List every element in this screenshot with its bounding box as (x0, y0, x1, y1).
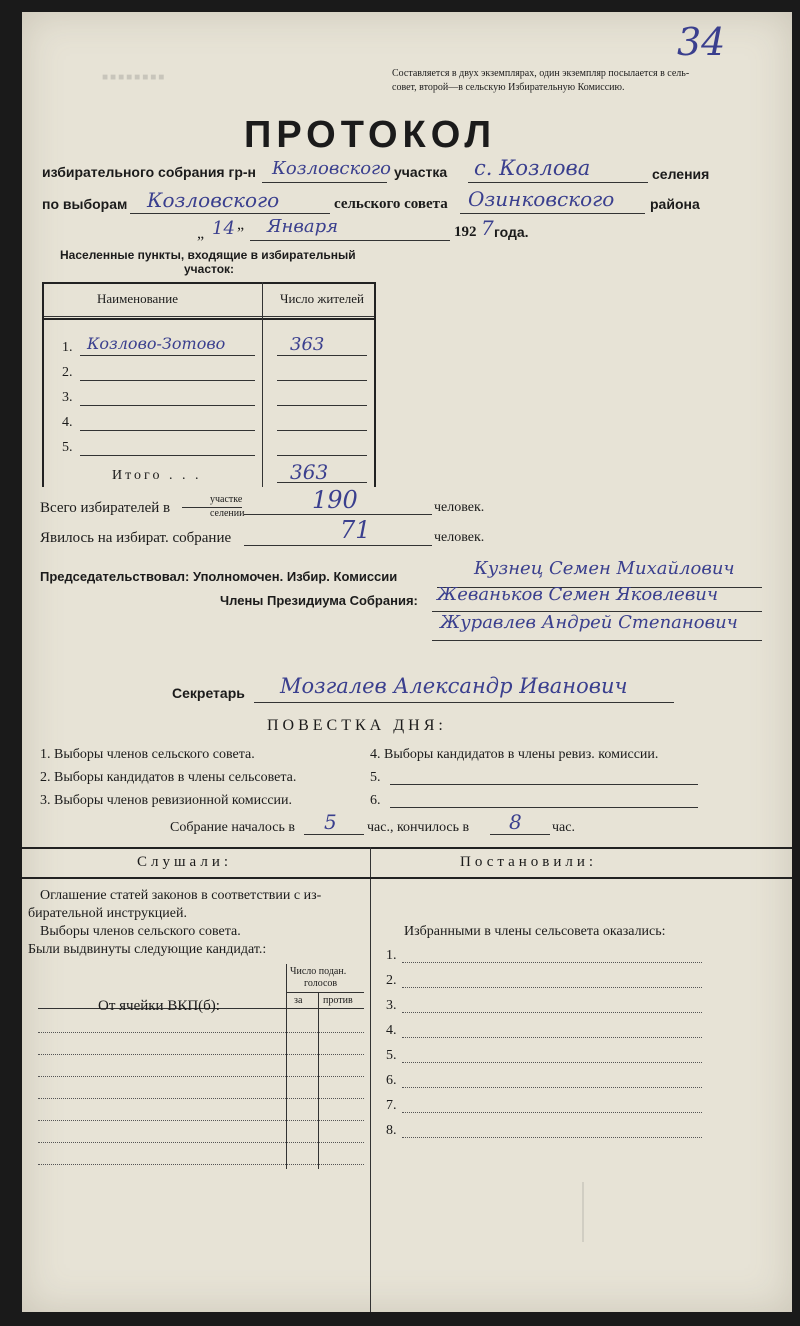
bleed-through-block (582, 1182, 704, 1242)
voters-total-value: 190 (312, 486, 358, 514)
secretary-value: Мозгалев Александр Иванович (280, 674, 628, 698)
voters-total-label: Всего избирателей в (40, 500, 171, 516)
date-month: Января (267, 216, 339, 237)
meeting-end-suffix: час. (552, 820, 575, 835)
heard-text-1: Оглашение статей законов в соответствии с из- (40, 888, 322, 903)
settlement-name: Козлово-Зотово (87, 334, 226, 353)
heard-title: Слушали: (137, 854, 233, 870)
rayon-value: Озинковского (468, 187, 615, 211)
year-digit: 7 (481, 216, 494, 240)
header-note-line1: Составляется в двух экземплярах, один экземпляр посылается в сель- (392, 68, 690, 79)
members-label: Члены Президиума Собрания: (220, 593, 418, 608)
votes-against-header: против (323, 995, 353, 1006)
member-2: Журавлев Андрей Степанович (440, 612, 738, 633)
agenda-item: 1. Выборы членов сельского совета. (40, 747, 255, 762)
district-value: с. Козлова (474, 156, 591, 180)
agenda-item: 4. Выборы кандидатов в члены ревиз. комиссии. (370, 747, 659, 762)
heard-text-4: Были выдвинуты следующие кандидат.: (28, 942, 267, 957)
member-1: Жеваньков Семен Яковлевич (437, 584, 719, 605)
elected-row-number: 6. (386, 1073, 397, 1088)
agenda-item: 5. (370, 770, 381, 785)
protocol-page: 34 ■■■■■■■■ Составляется в двух экземплярах, один экземпляр посылается в сель- совет, второй—в сельскую Избирательную Комиссию. ПРОТОКОЛ избирательного собрания гр-н Козловского участка с. Козлова селения по выборам Козловского сельского совета Озинковского района „ 14 ” Января 192 7 года. Населенные пункты, входящие в избирательный участок: Наименование Число жителей 1. Козлово-Зотово 363 2. 3. 4. 5. Итого . . . 363 Всего избирателей в участке селении 190 человек. Явилось на избират. собрание 71 человек. Председательствовал: Уполномочен. Избир. Комиссии Кузнец Семен Михайлович Члены Президиума Собрания: Жеваньков Семен Яковлевич Журавлев Андрей Степанович Секретарь Мозгалев Александр Иванович ПОВЕСТКА ДНЯ: 1. Выборы членов сельского совета. 2. Выборы кандидатов в члены сельсовета. 3. Выборы членов ревизионной комиссии. 4. Выборы кандидатов в члены ревиз. комиссии. 5. 6. Собрание началось в 5 час., кончилось в 8 час. Слушали: Постановили: Оглашение статей законов в соответствии с из- бирательной инструкцией. Выборы членов сельского совета. Были выдвинуты следующие кандидат.: Число подан. голосов за против От ячейки ВКП(б): Избранными в члены сельсовета оказались: 1. 2. 3. 4. 5. 6. 7. 8. (22, 12, 792, 1312)
intro-line1-mid: участка (394, 164, 448, 180)
heard-text-2: бирательной инструкцией. (28, 906, 187, 921)
header-note-line2: совет, второй—в сельскую Избирательную Комиссию. (392, 82, 625, 93)
votes-header: Число подан. (290, 966, 347, 977)
total-value: 363 (290, 460, 329, 484)
meeting-start-value: 5 (324, 810, 337, 834)
secretary-label: Секретарь (172, 685, 245, 701)
agenda-title: ПОВЕСТКА ДНЯ: (267, 717, 447, 734)
voters-unit-top: участке (210, 494, 243, 505)
voters-unit: человек. (434, 500, 485, 515)
chair-value: Кузнец Семен Михайлович (474, 558, 735, 579)
agenda-item: 3. Выборы членов ревизионной комиссии. (40, 793, 293, 808)
elected-row-number: 2. (386, 973, 397, 988)
elected-row-number: 8. (386, 1123, 397, 1138)
year-prefix: 192 (454, 224, 477, 240)
meeting-end-prefix: час., кончилось в (367, 820, 470, 835)
votes-table (28, 964, 368, 1169)
council-value: Козловского (147, 188, 280, 212)
year-suffix: года. (494, 224, 529, 240)
page-number: 34 (677, 20, 726, 64)
settlements-caption-line1: Населенные пункты, входящие в избирательный (60, 248, 356, 262)
col-residents-header: Число жителей (280, 291, 365, 306)
settlements-caption-line2: участок: (184, 262, 235, 276)
date-day: 14 (212, 218, 235, 239)
intro-line1-prefix: избирательного собрания гр-н (42, 164, 256, 180)
citizens-value: Козловского (272, 158, 391, 179)
page-title: ПРОТОКОЛ (244, 114, 497, 156)
voters-unit-bottom: селении (210, 508, 245, 519)
intro-line1-suffix: селения (652, 166, 710, 182)
meeting-start-prefix: Собрание началось в (170, 820, 295, 835)
intro-line2-suffix: района (650, 196, 700, 212)
intro-line2-mid: сельского совета (334, 196, 448, 212)
votes-for-header: за (294, 995, 303, 1006)
chair-label: Председательствовал: Уполномочен. Избир. Комиссии (40, 569, 398, 584)
elected-label: Избранными в члены сельсовета оказались: (404, 924, 666, 939)
elected-row-number: 3. (386, 998, 397, 1013)
total-label: Итого . . . (112, 468, 202, 483)
meeting-end-value: 8 (509, 810, 522, 834)
elected-row-number: 1. (386, 948, 397, 963)
elected-row-number: 7. (386, 1098, 397, 1113)
elected-row-number: 4. (386, 1023, 397, 1038)
cell-label: От ячейки ВКП(б): (98, 998, 220, 1014)
elected-row-number: 5. (386, 1048, 397, 1063)
voters-attended-label: Явилось на избират. собрание (40, 530, 232, 546)
col-name-header: Наименование (97, 291, 178, 306)
intro-line2-prefix: по выборам (42, 196, 128, 212)
agenda-item: 6. (370, 793, 381, 808)
votes-header-sub: голосов (304, 978, 338, 989)
settlement-residents: 363 (290, 334, 325, 355)
settlements-table: Наименование Число жителей 1. Козлово-Зотово 363 2. 3. 4. 5. Итого . . . 363 (42, 282, 376, 487)
resolved-title: Постановили: (460, 854, 598, 870)
bleed-through-text: ■■■■■■■■ (102, 72, 167, 83)
heard-text-3: Выборы членов сельского совета. (40, 924, 241, 939)
agenda-item: 2. Выборы кандидатов в члены сельсовета. (40, 770, 297, 785)
voters-attended-value: 71 (340, 516, 371, 544)
